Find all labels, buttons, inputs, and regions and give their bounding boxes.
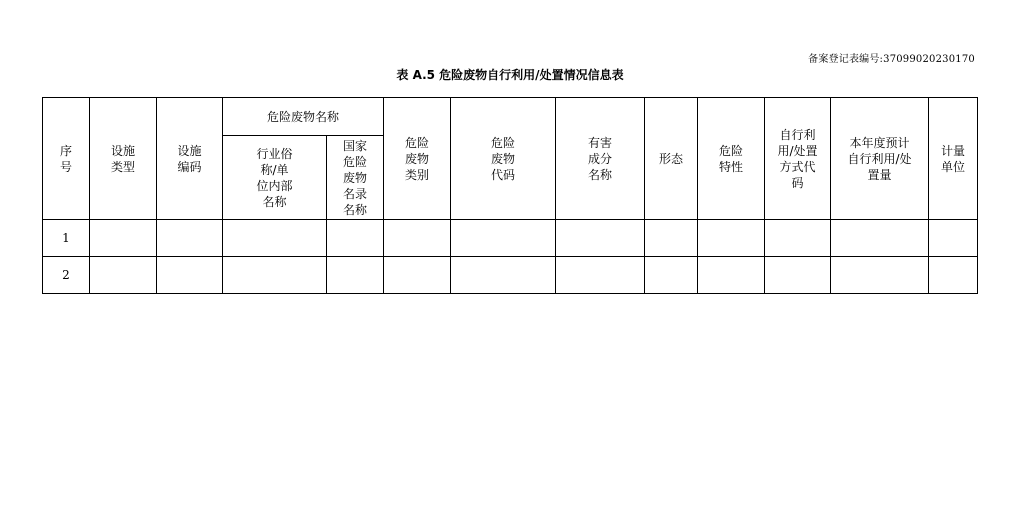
cell-industry-name[interactable] — [223, 220, 327, 257]
cell-unit[interactable] — [929, 220, 978, 257]
header-industry-name: 行业俗 称/单 位内部 名称 — [223, 136, 327, 220]
cell-facility-type[interactable] — [90, 257, 157, 294]
header-harmful-components: 有害 成分 名称 — [556, 98, 645, 220]
cell-waste-code[interactable] — [451, 220, 556, 257]
cell-disposal-method-code[interactable] — [765, 220, 831, 257]
header-waste-category: 危险 废物 类别 — [384, 98, 451, 220]
cell-national-list-name[interactable] — [327, 257, 384, 294]
cell-harmful-components[interactable] — [556, 220, 645, 257]
cell-hazard-property[interactable] — [698, 257, 765, 294]
registration-number: 备案登记表编号:37099020230170 — [808, 54, 975, 65]
cell-facility-code[interactable] — [157, 257, 223, 294]
cell-industry-name[interactable] — [223, 257, 327, 294]
cell-unit[interactable] — [929, 257, 978, 294]
table-row — [43, 220, 978, 257]
cell-waste-category[interactable] — [384, 220, 451, 257]
cell-seq: 2 — [43, 257, 90, 294]
header-national-list-name: 国家 危险 废物 名录 名称 — [327, 136, 384, 220]
table-row — [43, 257, 978, 294]
cell-seq: 1 — [43, 220, 90, 257]
cell-facility-type[interactable] — [90, 220, 157, 257]
header-disposal-method-code: 自行利 用/处置 方式代 码 — [765, 98, 831, 220]
header-seq: 序 号 — [43, 98, 90, 220]
header-waste-code: 危险 废物 代码 — [451, 98, 556, 220]
header-waste-name-group: 危险废物名称 — [223, 98, 384, 136]
cell-form[interactable] — [645, 220, 698, 257]
header-facility-type: 设施 类型 — [90, 98, 157, 220]
cell-annual-planned-amount[interactable] — [831, 257, 929, 294]
header-form: 形态 — [645, 98, 698, 220]
cell-hazard-property[interactable] — [698, 220, 765, 257]
header-hazard-property: 危险 特性 — [698, 98, 765, 220]
hazardous-waste-disposal-table — [42, 97, 978, 294]
cell-national-list-name[interactable] — [327, 220, 384, 257]
cell-waste-category[interactable] — [384, 257, 451, 294]
cell-form[interactable] — [645, 257, 698, 294]
header-unit: 计量 单位 — [929, 98, 978, 220]
cell-facility-code[interactable] — [157, 220, 223, 257]
cell-harmful-components[interactable] — [556, 257, 645, 294]
cell-waste-code[interactable] — [451, 257, 556, 294]
header-facility-code: 设施 编码 — [157, 98, 223, 220]
table-title: 表 A.5 危险废物自行利用/处置情况信息表 — [396, 68, 624, 82]
cell-annual-planned-amount[interactable] — [831, 220, 929, 257]
header-annual-planned-amount: 本年度预计 自行利用/处 置量 — [831, 98, 929, 220]
cell-disposal-method-code[interactable] — [765, 257, 831, 294]
